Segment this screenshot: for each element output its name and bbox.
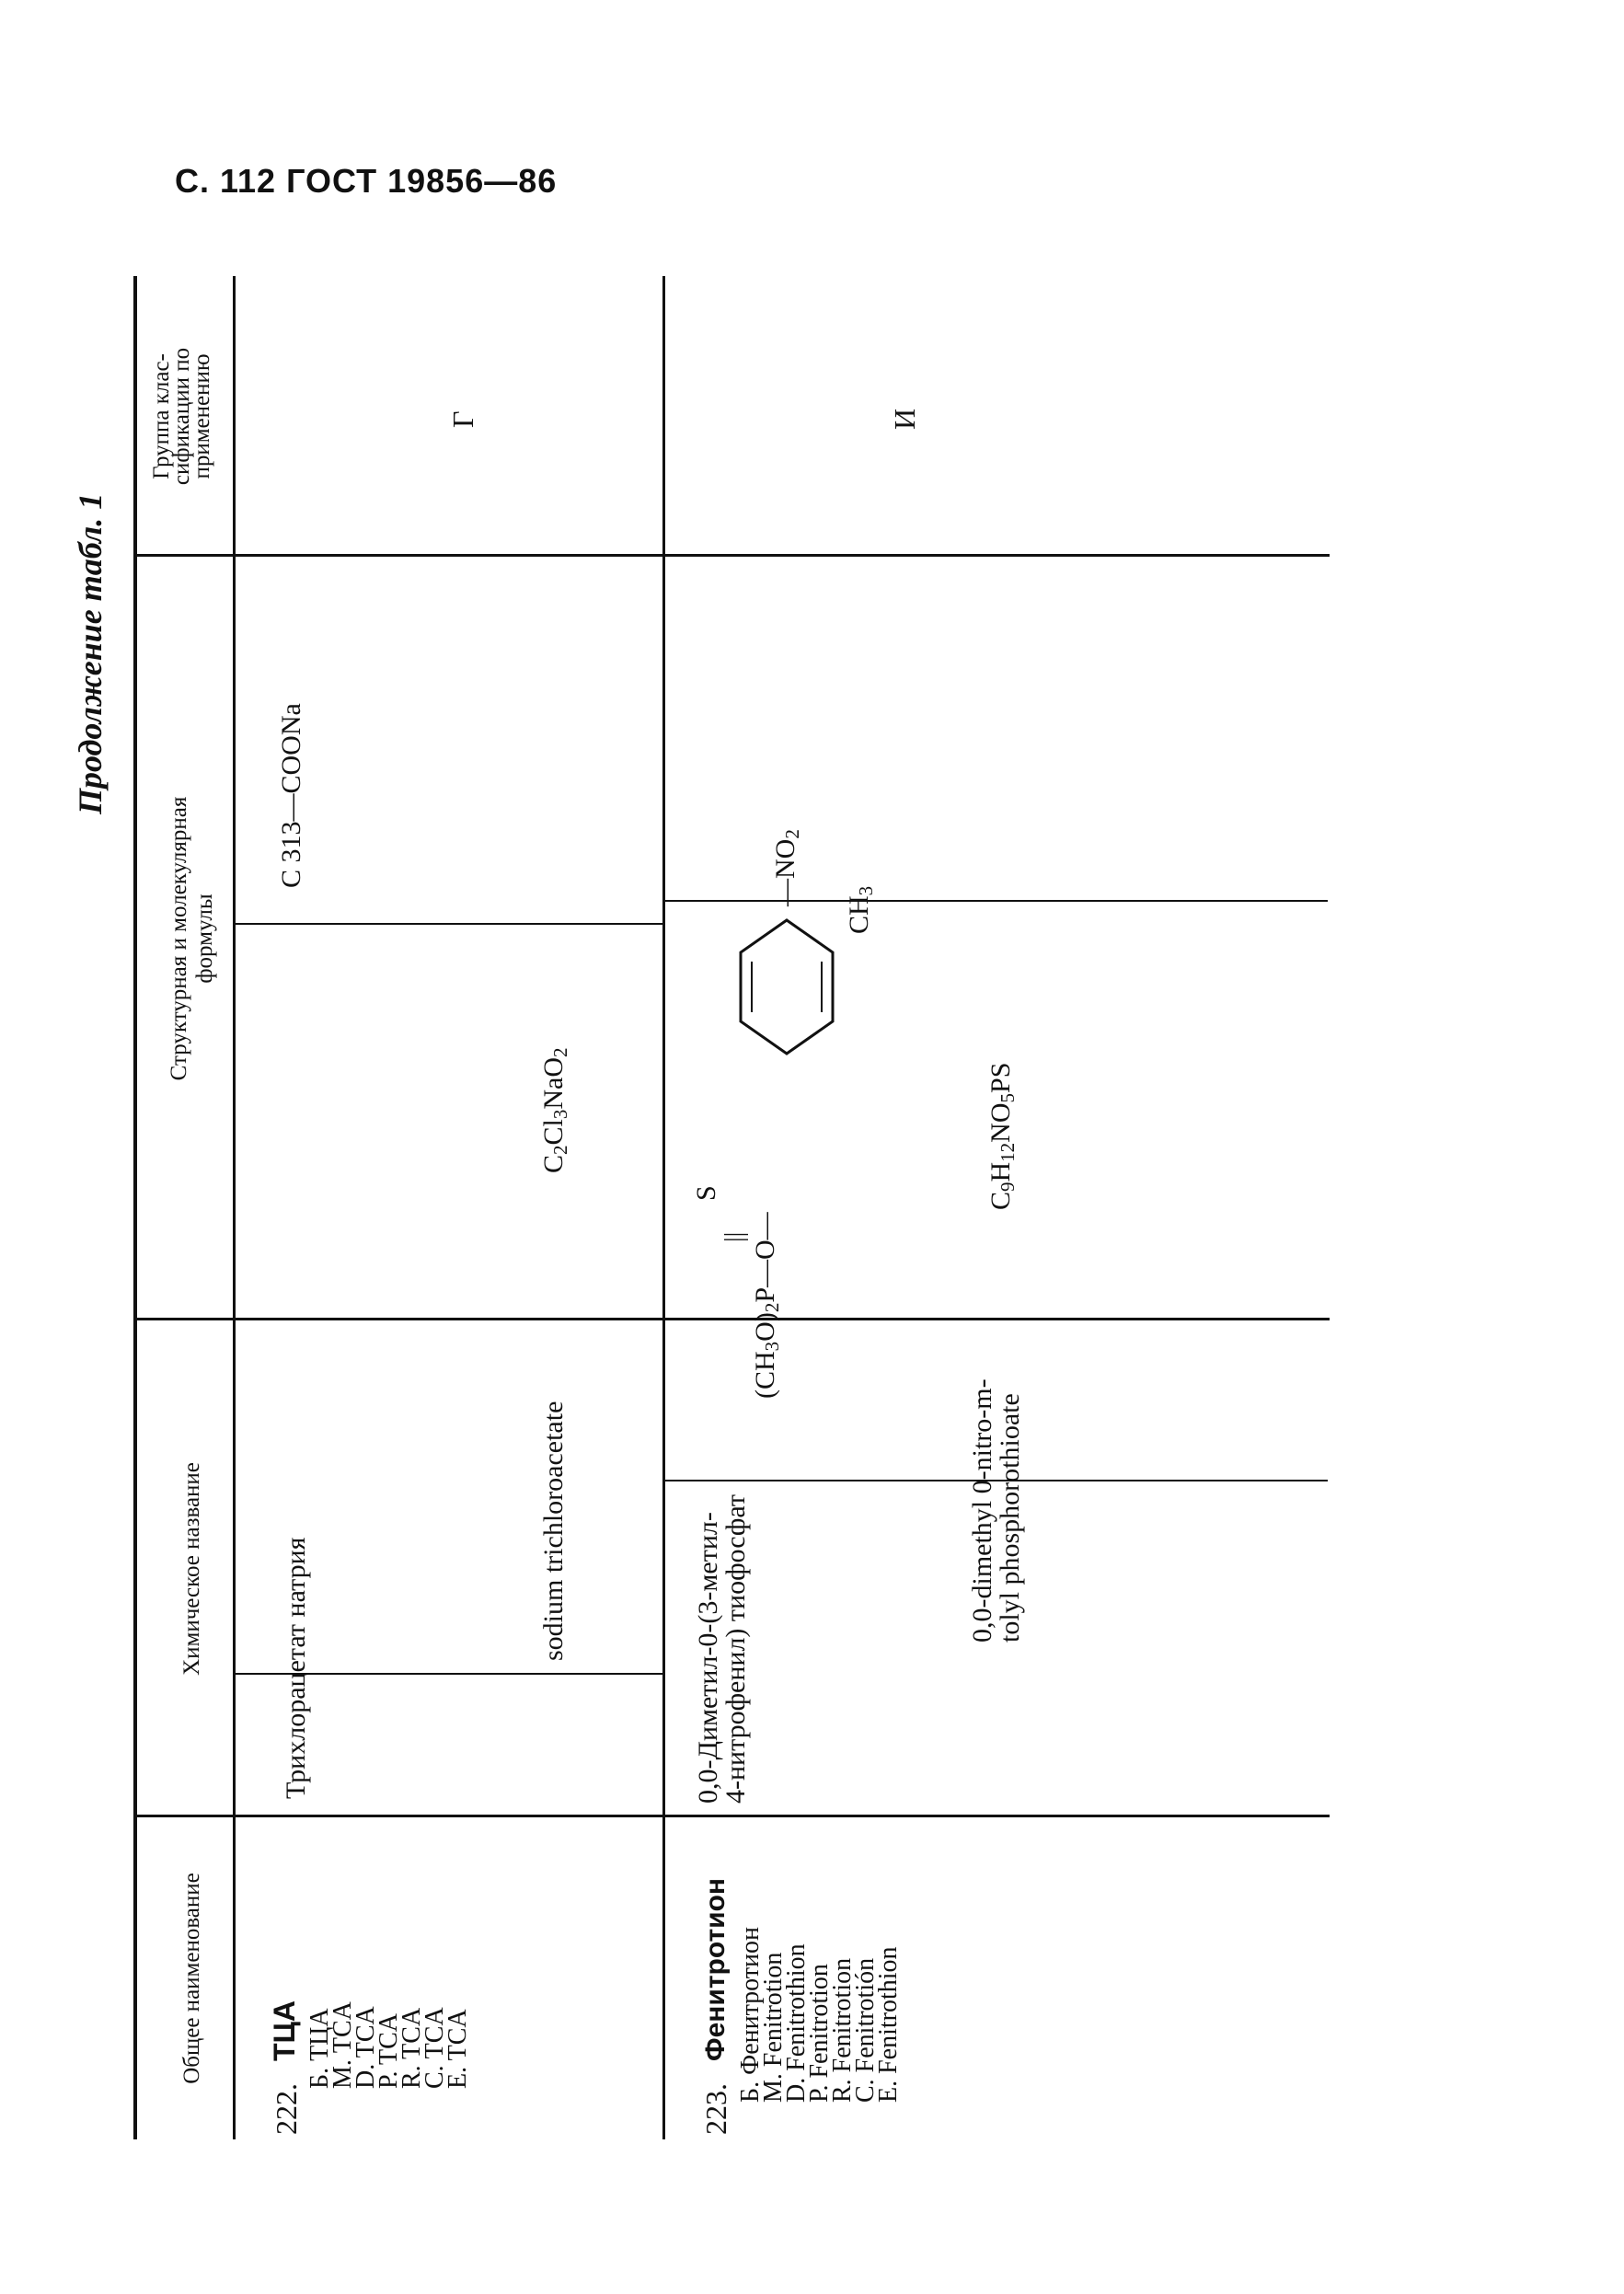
row-223-chain: $(CH_3O)_2P—O—$ bbox=[750, 1212, 783, 1399]
col-header-group-line3: применению bbox=[190, 353, 214, 479]
col-header-chemical-name: Химическое название bbox=[179, 1462, 204, 1676]
row-223-number: 223. bbox=[699, 2083, 732, 2135]
row-223-ch3: $CH_3$ bbox=[844, 885, 877, 934]
row-223-benzene-ring bbox=[731, 906, 842, 1063]
continuation-title: Продолжение табл. 1 bbox=[72, 492, 109, 814]
row-222-synonyms bbox=[305, 2001, 472, 2089]
formula-subsep-1 bbox=[235, 923, 662, 925]
row-222-number: 222. bbox=[270, 2083, 303, 2135]
synonym: Б. Фенитротион bbox=[736, 1926, 765, 2103]
col-header-group-line2: сификации по bbox=[169, 347, 194, 486]
col-header-formula bbox=[167, 557, 218, 1320]
col-header-formula-line2: формулы bbox=[192, 893, 217, 984]
row-222-molecular: $C_2Cl_3NaO_2$ bbox=[538, 1047, 571, 1173]
synonym: R. TCA bbox=[397, 2007, 426, 2089]
col-header-group bbox=[149, 276, 214, 557]
row-222-name: ТЦА bbox=[268, 2000, 301, 2061]
row-223-double-bond: || bbox=[720, 1231, 749, 1242]
col-sep-3 bbox=[133, 554, 1330, 557]
rotated-table bbox=[72, 276, 1431, 2139]
synonym: E. Fenitrothion bbox=[874, 1946, 903, 2103]
synonym: P. Fenitrotion bbox=[805, 1964, 834, 2103]
row-223-molecular: $C_9H_{12}NO_5PS$ bbox=[985, 1062, 1019, 1210]
synonym: E. TCA bbox=[443, 2009, 472, 2089]
synonym: М. TCA bbox=[328, 2001, 357, 2089]
col-header-formula-line1: Структурная и молекулярная bbox=[167, 796, 191, 1081]
col-sep-2 bbox=[133, 1318, 1330, 1320]
row-222-group: Г bbox=[446, 410, 479, 428]
col-header-group-line1: Группа клас- bbox=[149, 353, 174, 479]
chemical-en-line2: tolyl phosphorothioate bbox=[995, 1393, 1025, 1643]
synonym: С. TCA bbox=[420, 2007, 449, 2089]
synonym: М. Fenitrotion bbox=[759, 1952, 788, 2103]
chemical-ru-line1: 0,0-Диметил-0-(3-метил- bbox=[693, 1512, 723, 1804]
row-223-synonyms bbox=[736, 1926, 903, 2103]
row-222-structural: C 313—COONa bbox=[276, 703, 306, 888]
synonym: R. Fenitrotion bbox=[828, 1957, 857, 2103]
page-header: С. 112 ГОСТ 19856—86 bbox=[175, 162, 558, 200]
row-223-group: И bbox=[888, 408, 921, 430]
col-header-common-name: Общее наименование bbox=[179, 1873, 204, 2084]
synonym: Б. ТЦА bbox=[305, 2008, 334, 2089]
row-223-name: Фенитротион bbox=[700, 1877, 731, 2061]
row-223-chemical-ru bbox=[695, 1494, 750, 1804]
row-223-no2: $—NO_2$ bbox=[770, 829, 803, 906]
synonym: C. Fenitrotión bbox=[851, 1957, 880, 2103]
chemical-ru-line2: 4-нитрофенил) тиофосфат bbox=[720, 1493, 751, 1804]
row-223-s-atom: S bbox=[691, 1185, 721, 1201]
synonym: D. TCA bbox=[351, 2006, 380, 2089]
row-222-chemical-en: sodium trichloroacetate bbox=[538, 1401, 569, 1661]
synonym: D. Fenitrothion bbox=[782, 1943, 811, 2103]
row-222-chemical-ru: Трихлорацетат натрия bbox=[281, 1537, 311, 1799]
row-223-chemical-en bbox=[969, 1378, 1024, 1643]
formula-subsep-2 bbox=[665, 900, 1328, 902]
synonym: P. TCA bbox=[374, 2013, 403, 2089]
col-sep-1 bbox=[133, 1815, 1330, 1817]
chemical-en-line1: 0,0-dimethyl 0-nitro-m- bbox=[967, 1378, 997, 1643]
